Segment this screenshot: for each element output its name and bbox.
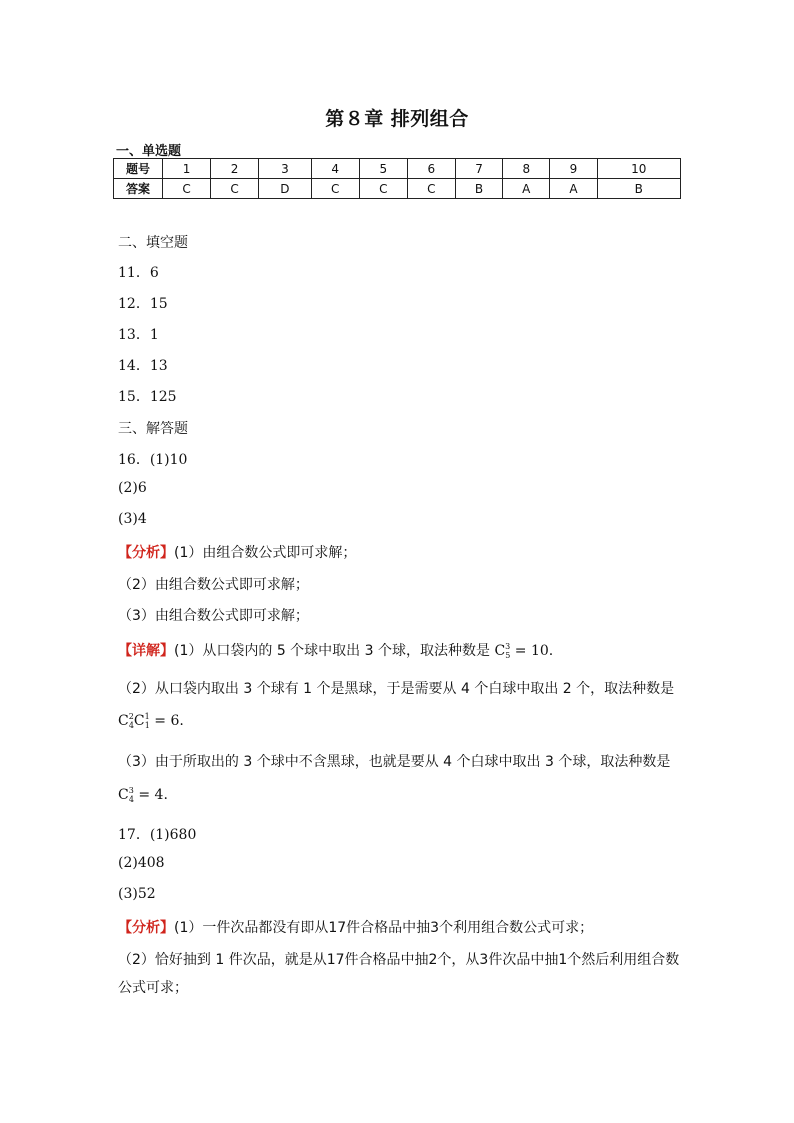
fill-answer-13: 13．1 bbox=[118, 327, 159, 343]
q16-answer-3: (3)4 bbox=[118, 511, 147, 527]
formula-value: = 10 bbox=[514, 643, 549, 659]
section-heading-solutions: 三、解答题 bbox=[118, 421, 188, 437]
table-row bbox=[114, 179, 681, 199]
table-cell: A bbox=[550, 179, 597, 199]
q16-detail-formula-2: $C^2_4C^1_1 = 6$. bbox=[118, 712, 184, 730]
table-cell: D bbox=[259, 179, 311, 199]
section-heading-fill-blank: 二、填空题 bbox=[118, 235, 188, 251]
detail-tag: 【详解】 bbox=[118, 643, 174, 659]
table-cell: 10 bbox=[597, 159, 680, 179]
formula-value: = 6 bbox=[154, 713, 180, 729]
table-cell: A bbox=[503, 179, 550, 199]
table-cell: C bbox=[311, 179, 359, 199]
q17-analysis-line-2: （2）恰好抽到 1 件次品，就是从17件合格品中抽2个，从3件次品中抽1个然后利用组合数 bbox=[118, 952, 680, 968]
table-cell: C bbox=[163, 179, 211, 199]
table-cell: 9 bbox=[550, 159, 597, 179]
table-cell: B bbox=[597, 179, 680, 199]
q17-answer-2: (2)408 bbox=[118, 855, 165, 871]
formula-value: = 4 bbox=[138, 787, 164, 803]
q17-analysis-line-1 bbox=[118, 917, 593, 937]
combination-formula: $C^3_5 = 10$. bbox=[494, 642, 554, 660]
table-cell: C bbox=[359, 179, 407, 199]
fill-answer-12: 12．15 bbox=[118, 296, 168, 312]
q16-analysis-line-2: （2）由组合数公式即可求解； bbox=[118, 577, 309, 593]
table-cell: 1 bbox=[163, 159, 211, 179]
fill-answer-11: 11．6 bbox=[118, 265, 159, 281]
table-cell: 3 bbox=[259, 159, 311, 179]
analysis-text: (1）由组合数公式即可求解； bbox=[174, 545, 357, 561]
section-heading-single-choice: 一、单选题 bbox=[116, 144, 182, 159]
fill-answer-15: 15．125 bbox=[118, 389, 177, 405]
table-cell: 4 bbox=[311, 159, 359, 179]
table-cell: C bbox=[407, 179, 455, 199]
table-cell: 6 bbox=[407, 159, 455, 179]
q16-detail-line-3: （3）由于所取出的 3 个球中不含黑球，也就是要从 4 个白球中取出 3 个球，取法种数是 bbox=[118, 754, 671, 770]
q16-analysis-line-3: （3）由组合数公式即可求解； bbox=[118, 608, 309, 624]
table-cell: 7 bbox=[455, 159, 502, 179]
q16-answer-1: 16．(1)10 bbox=[118, 452, 188, 468]
q16-detail-line-1 bbox=[118, 640, 553, 660]
table-cell: 5 bbox=[359, 159, 407, 179]
detail-text: (1）从口袋内的 5 个球中取出 3 个球，取法种数是 bbox=[174, 643, 490, 659]
q16-analysis-line-1 bbox=[118, 542, 356, 562]
page-title: 第８章 排列组合 bbox=[325, 108, 469, 130]
q17-analysis-line-3: 公式可求； bbox=[118, 980, 188, 996]
q16-detail-line-2: （2）从口袋内取出 3 个球有 1 个是黑球，于是需要从 4 个白球中取出 2 个，取法种数是 bbox=[118, 681, 675, 697]
analysis-tag: 【分析】 bbox=[118, 545, 174, 561]
table-cell: 8 bbox=[503, 159, 550, 179]
table-row-label: 答案 bbox=[114, 179, 163, 199]
fill-answer-14: 14．13 bbox=[118, 358, 168, 374]
analysis-tag: 【分析】 bbox=[118, 920, 174, 936]
table-cell: C bbox=[211, 179, 259, 199]
table-row bbox=[114, 159, 681, 179]
q17-answer-3: (3)52 bbox=[118, 886, 156, 902]
q17-answer-1: 17．(1)680 bbox=[118, 827, 197, 843]
table-row-label: 题号 bbox=[114, 159, 163, 179]
answer-table bbox=[113, 158, 681, 199]
analysis-text: (1）一件次品都没有即从17件合格品中抽3个利用组合数公式可求； bbox=[174, 920, 594, 936]
table-cell: 2 bbox=[211, 159, 259, 179]
q16-answer-2: (2)6 bbox=[118, 480, 147, 496]
table-cell: B bbox=[455, 179, 502, 199]
q16-detail-formula-3: $C^3_4 = 4$. bbox=[118, 786, 168, 804]
